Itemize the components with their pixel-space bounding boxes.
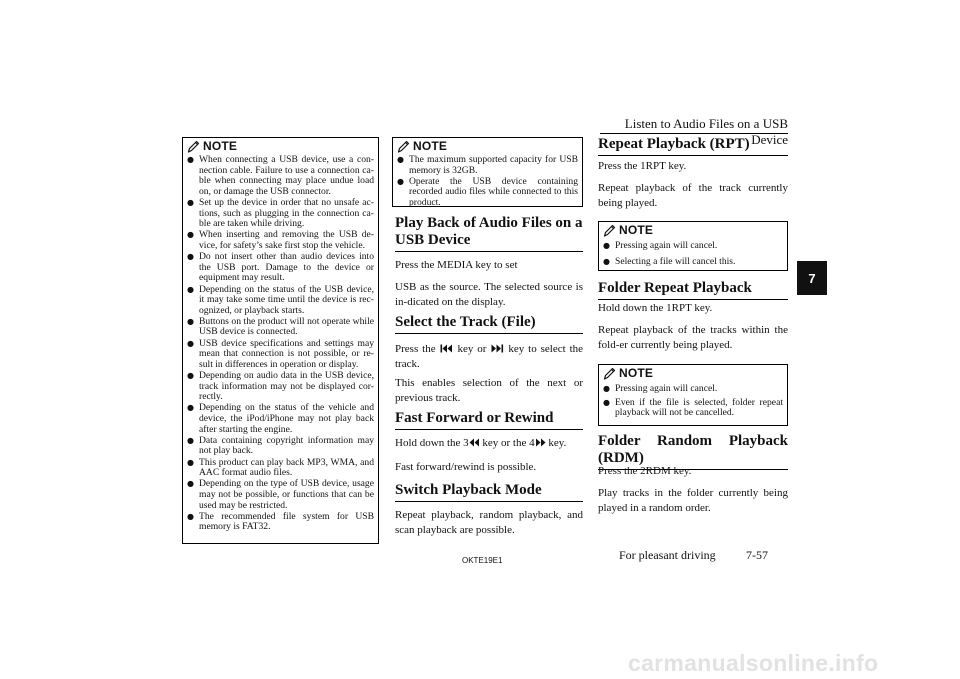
note-item: ● When connecting a USB device, use a con-nection cable. Failure to use a connection ca-ble when connecting may place undue load on, or damage the USB connector. xyxy=(187,154,374,197)
bullet: ● xyxy=(187,338,194,348)
note-item: ● Buttons on the product will not operate while USB device is connected. xyxy=(187,315,374,338)
note-item: ● Pressing again will cancel. xyxy=(603,240,718,251)
bullet: ● xyxy=(187,435,194,445)
note-item: ● Depending on the type of USB device, usage may not be possible, or functions that can be used may be restricted. xyxy=(187,478,374,511)
bullet: ● xyxy=(603,241,610,250)
rewind-icon xyxy=(469,438,480,447)
note-label: NOTE xyxy=(413,139,448,153)
heading-play-back: Play Back of Audio Files on a USB Device xyxy=(395,215,583,252)
note-header xyxy=(599,365,787,381)
footer-section-title: For pleasant driving xyxy=(619,548,716,562)
note-list xyxy=(393,154,582,212)
bullet: ● xyxy=(187,511,194,521)
heading-folder-random-line-2: (RDM) xyxy=(598,450,644,466)
folder-repeat-note xyxy=(598,364,788,426)
select-track-text-2: This enables selection of the next or previous track. xyxy=(395,377,583,404)
note-item: ● USB device specifications and settings may mean that connection is not possible, or re-sult in differences in operation or display. xyxy=(187,337,374,370)
note-item: ● Depending on the status of the USB device, it may take some time until the device is rec-ognized, or playback starts. xyxy=(187,283,374,316)
note-pencil-icon xyxy=(187,140,200,153)
note-item: ● Even if the file is selected, folder repeat playback will not be cancelled. xyxy=(603,396,783,419)
folder-repeat-text-1: Hold down the 1RPT key. xyxy=(598,302,713,314)
note-list xyxy=(599,238,787,271)
skip-previous-icon xyxy=(440,344,454,353)
fast-forward-text-2: Fast forward/rewind is possible. xyxy=(395,461,537,473)
heading-folder-repeat: Folder Repeat Playback xyxy=(598,280,788,300)
note-item: ● Set up the device in order that no unsafe ac-tions, such as plugging in the connection ca-ble are taken while driving. xyxy=(187,196,374,230)
heading-repeat: Repeat Playback (RPT) xyxy=(598,136,788,156)
note-header xyxy=(393,138,582,154)
bullet: ● xyxy=(603,256,610,266)
usb-connection-note xyxy=(182,137,379,544)
bullet: ● xyxy=(187,284,194,294)
note-label: NOTE xyxy=(619,223,654,237)
repeat-note xyxy=(598,221,788,271)
heading-fast-forward: Fast Forward or Rewind xyxy=(395,410,583,430)
bullet: ● xyxy=(397,155,404,164)
bullet: ● xyxy=(187,479,194,489)
note-item: ● Selecting a file will cancel this. xyxy=(603,255,736,267)
heading-folder-random-line-1: Folder Random Playback xyxy=(598,433,788,449)
skip-next-icon xyxy=(490,344,504,353)
note-item: ● Operate the USB device containing recorded audio files while connected to this product. xyxy=(397,175,578,208)
note-label: NOTE xyxy=(203,139,238,153)
note-item: ● This product can play back MP3, WMA, and AAC format audio files. xyxy=(187,456,374,479)
bullet: ● xyxy=(397,176,404,186)
play-back-text-1: Press the MEDIA key to set xyxy=(395,259,518,271)
bullet: ● xyxy=(603,397,610,407)
note-list xyxy=(599,381,787,422)
fast-forward-text-1: Hold down the 3 key or the 4 key. xyxy=(395,437,567,449)
note-header xyxy=(183,138,378,154)
bullet: ● xyxy=(187,316,194,326)
note-pencil-icon xyxy=(603,367,616,380)
page-number: 7-57 xyxy=(746,548,768,562)
document-code: OKTE19E1 xyxy=(462,556,503,565)
note-label: NOTE xyxy=(619,366,654,380)
note-header xyxy=(599,222,787,238)
note-item: ● When inserting and removing the USB de-vice, for safety’s sake first stop the vehicle. xyxy=(187,229,374,251)
bullet: ● xyxy=(187,371,194,381)
usb-capacity-note xyxy=(392,137,583,207)
repeat-text-1: Press the 1RPT key. xyxy=(598,160,687,172)
switch-mode-text: Repeat playback, random playback, and scan playback are possible. xyxy=(395,509,583,536)
note-item: ● The recommended file system for USB memory is FAT32. xyxy=(187,510,374,533)
bullet: ● xyxy=(187,197,194,207)
chapter-tab: 7 xyxy=(797,261,827,295)
note-item: ● Data containing copyright information may not play back. xyxy=(187,434,374,457)
header-rule xyxy=(600,133,788,134)
bullet: ● xyxy=(187,403,194,413)
note-item: ● The maximum supported capacity for USB memory is 32GB. xyxy=(397,154,578,176)
fast-forward-icon xyxy=(535,438,546,447)
note-pencil-icon xyxy=(603,224,616,237)
watermark: carmanualsonline.info xyxy=(628,650,879,676)
repeat-text-2: Repeat playback of the track currently being played. xyxy=(598,182,788,209)
note-item: ● Depending on the status of the vehicle and device, the iPod/iPhone may not play back after starting the engine. xyxy=(187,402,374,435)
bullet: ● xyxy=(187,230,194,240)
folder-repeat-text-2: Repeat playback of the tracks within the fold-er currently being played. xyxy=(598,324,788,351)
note-pencil-icon xyxy=(397,140,410,153)
running-header: Listen to Audio Files on a USB Device xyxy=(624,116,788,147)
bullet: ● xyxy=(187,457,194,467)
note-list xyxy=(183,154,378,537)
note-item: ● Do not insert other than audio devices into the USB port. Damage to the device or equipment may result. xyxy=(187,251,374,284)
heading-select-track: Select the Track (File) xyxy=(395,314,583,334)
play-back-text-2: USB as the source. The selected source is in-dicated on the display. xyxy=(395,281,583,308)
bullet: ● xyxy=(603,384,610,393)
bullet: ● xyxy=(187,155,194,164)
note-item: ● Depending on audio data in the USB device, track information may not be displayed cor-rectly. xyxy=(187,370,374,403)
select-track-text-1: Press the key or key to select the track. xyxy=(395,343,584,370)
heading-switch-mode: Switch Playback Mode xyxy=(395,482,583,502)
note-item: ● Pressing again will cancel. xyxy=(603,383,718,394)
bullet: ● xyxy=(187,252,194,262)
folder-random-text-2: Play tracks in the folder currently being played in a random order. xyxy=(598,487,788,514)
folder-random-text-1: Press the 2RDM key. xyxy=(598,465,692,477)
